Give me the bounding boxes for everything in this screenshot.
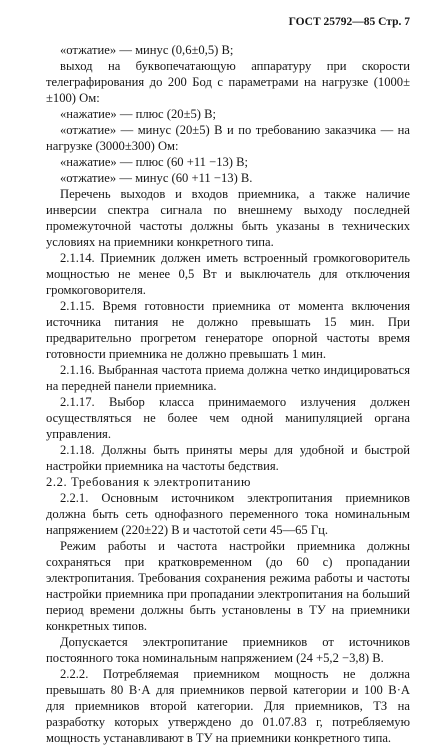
page-content	[46, 42, 410, 746]
paragraph: 2.2.1. Основным источником электропитания приемников должна быть сеть однофазного переменного тока номинальным напряжением (220±22) В и частотой сети 45—65 Гц.	[46, 491, 410, 537]
paragraph: Перечень выходов и входов приемника, а также наличие инверсии спектра сигнала по внешнему выходу последней промежуточной частоты должны быть указаны в технических условиях на приемники конкретного типа.	[46, 187, 410, 249]
paragraph: «отжатие» — минус (20±5) В и по требованию заказчика — на нагрузке (3000±300) Ом:	[46, 123, 410, 153]
paragraph: 2.1.17. Выбор класса принимаемого излучения должен осуществляться не более чем одной манипуляцией органа управления.	[46, 395, 410, 441]
paragraph: «нажатие» — плюс (60 +11 −13) В;	[60, 155, 249, 169]
section-heading: 2.2. Требования к электропитанию	[46, 475, 251, 489]
paragraph: 2.1.14. Приемник должен иметь встроенный громкоговоритель мощностью не менее 0,5 Вт и выключатель для отключения громкоговорителя.	[46, 251, 410, 297]
paragraph: Режим работы и частота настройки приемника должны сохраняться при кратковременном (до 60 с) пропадании электропитания. Требования сохранения режима работы и частоты настройки приемника при пропадании электропитания на больший период времени должны быть установлены в ТУ на приемники конкретных типов.	[46, 539, 410, 633]
paragraph: выход на буквопечатающую аппаратуру при скорости телеграфирования до 200 Бод с параметрами на нагрузке (1000±±100) Ом:	[46, 59, 410, 105]
paragraph: 2.2.2. Потребляемая приемником мощность не должна превышать 80 В·А для приемников первой категории и 100 В·А для приемников второй категории. Для приемников, ТЗ на разработку которых утверждено до 01.07.83 г, потребляемую мощность устанавливают в ТУ на приемники конкретного типа.	[46, 667, 410, 745]
paragraph: Допускается электропитание приемников от источников постоянного тока номинальным напряжением (24 +5,2 −3,8) В.	[46, 635, 410, 665]
page-header: ГОСТ 25792—85 Стр. 7	[288, 16, 410, 28]
paragraph: 2.1.16. Выбранная частота приема должна четко индицироваться на передней панели приемника.	[46, 363, 410, 393]
paragraph: 2.1.15. Время готовности приемника от момента включения источника питания не должно превышать 15 мин. При предварительно прогретом генераторе опорной частоты время готовности приемника не должно превышать 1 мин.	[46, 299, 410, 361]
paragraph: «нажатие» — плюс (20±5) В;	[60, 107, 217, 121]
paragraph: «отжатие» — минус (60 +11 −13) В.	[60, 171, 253, 185]
paragraph: «отжатие» — минус (0,6±0,5) В;	[60, 43, 234, 57]
paragraph: 2.1.18. Должны быть приняты меры для удобной и быстрой настройки приемника на частоты бедствия.	[46, 443, 410, 473]
